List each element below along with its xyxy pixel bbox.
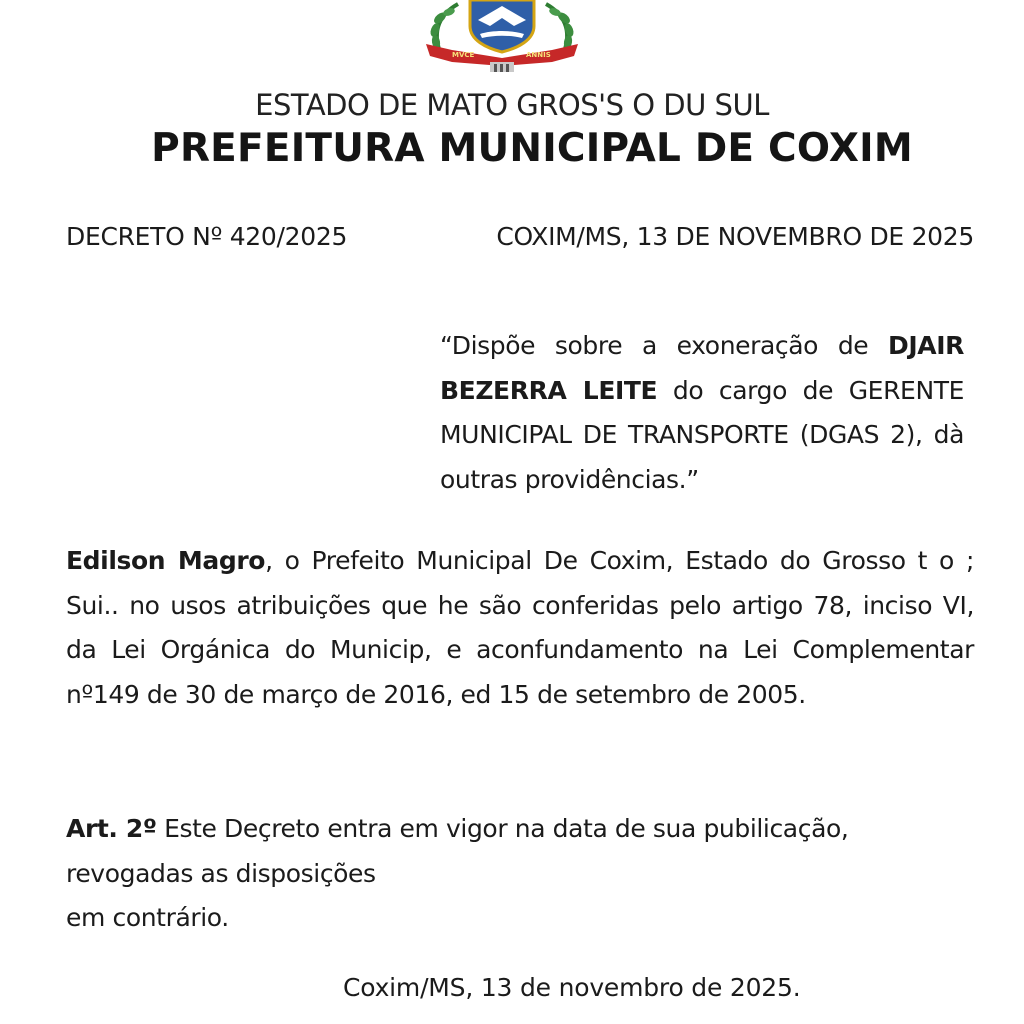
summary-prefix: “Dispõe sobre a exoneração de xyxy=(440,331,869,360)
preamble-paragraph xyxy=(66,539,974,718)
article-text-line3: em contrário. xyxy=(66,903,229,933)
decree-place-date: COXIM/MS, 13 DE NOVEMBRO DE 2025 xyxy=(496,222,974,251)
municipality-title: PREFEITURA MUNICIPAL DE COXIM xyxy=(151,126,913,171)
summary-suffix: do cargo de GERENTE MUNICIPAL DE TRANSPORTE (DGAS 2), dà outras providências.” xyxy=(440,375,965,494)
decree-summary xyxy=(440,324,964,502)
decree-number: DECRETO Nº 420/2025 xyxy=(66,222,348,251)
article-text-line2: revogadas as disposições xyxy=(66,858,376,888)
municipal-coat-of-arms-icon xyxy=(418,0,586,76)
svg-text:MVCE: MVCE xyxy=(452,51,475,59)
article-label: Art. 2º xyxy=(66,814,157,843)
mayor-name: Edilson Magro xyxy=(66,546,266,575)
summary-person-name: DJAIR BEZERRA LEITE xyxy=(440,331,965,405)
svg-text:ANNIS: ANNIS xyxy=(526,51,551,59)
signature-date: Coxim/MS, 13 de novembro de 2025. xyxy=(343,973,801,1002)
article-text-line1: Este Deçreto entra em vigor na data de sua pubilicação, xyxy=(164,814,849,843)
preamble-text: , o Prefeito Municipal De Coxim, Estado do Grosso t o ; Sui.. no usos atribuições que he são conferidas pelo artigo 78, inciso VI, da Lei Orgánica do Municip, e aconfundamento na Lei Complementar nº149 de 30 de março de 2016, ed 15 de setembro de 2005. xyxy=(66,546,974,710)
state-name: ESTADO DE MATO GROS'S O DU SUL xyxy=(255,88,769,122)
article-paragraph xyxy=(66,807,974,941)
